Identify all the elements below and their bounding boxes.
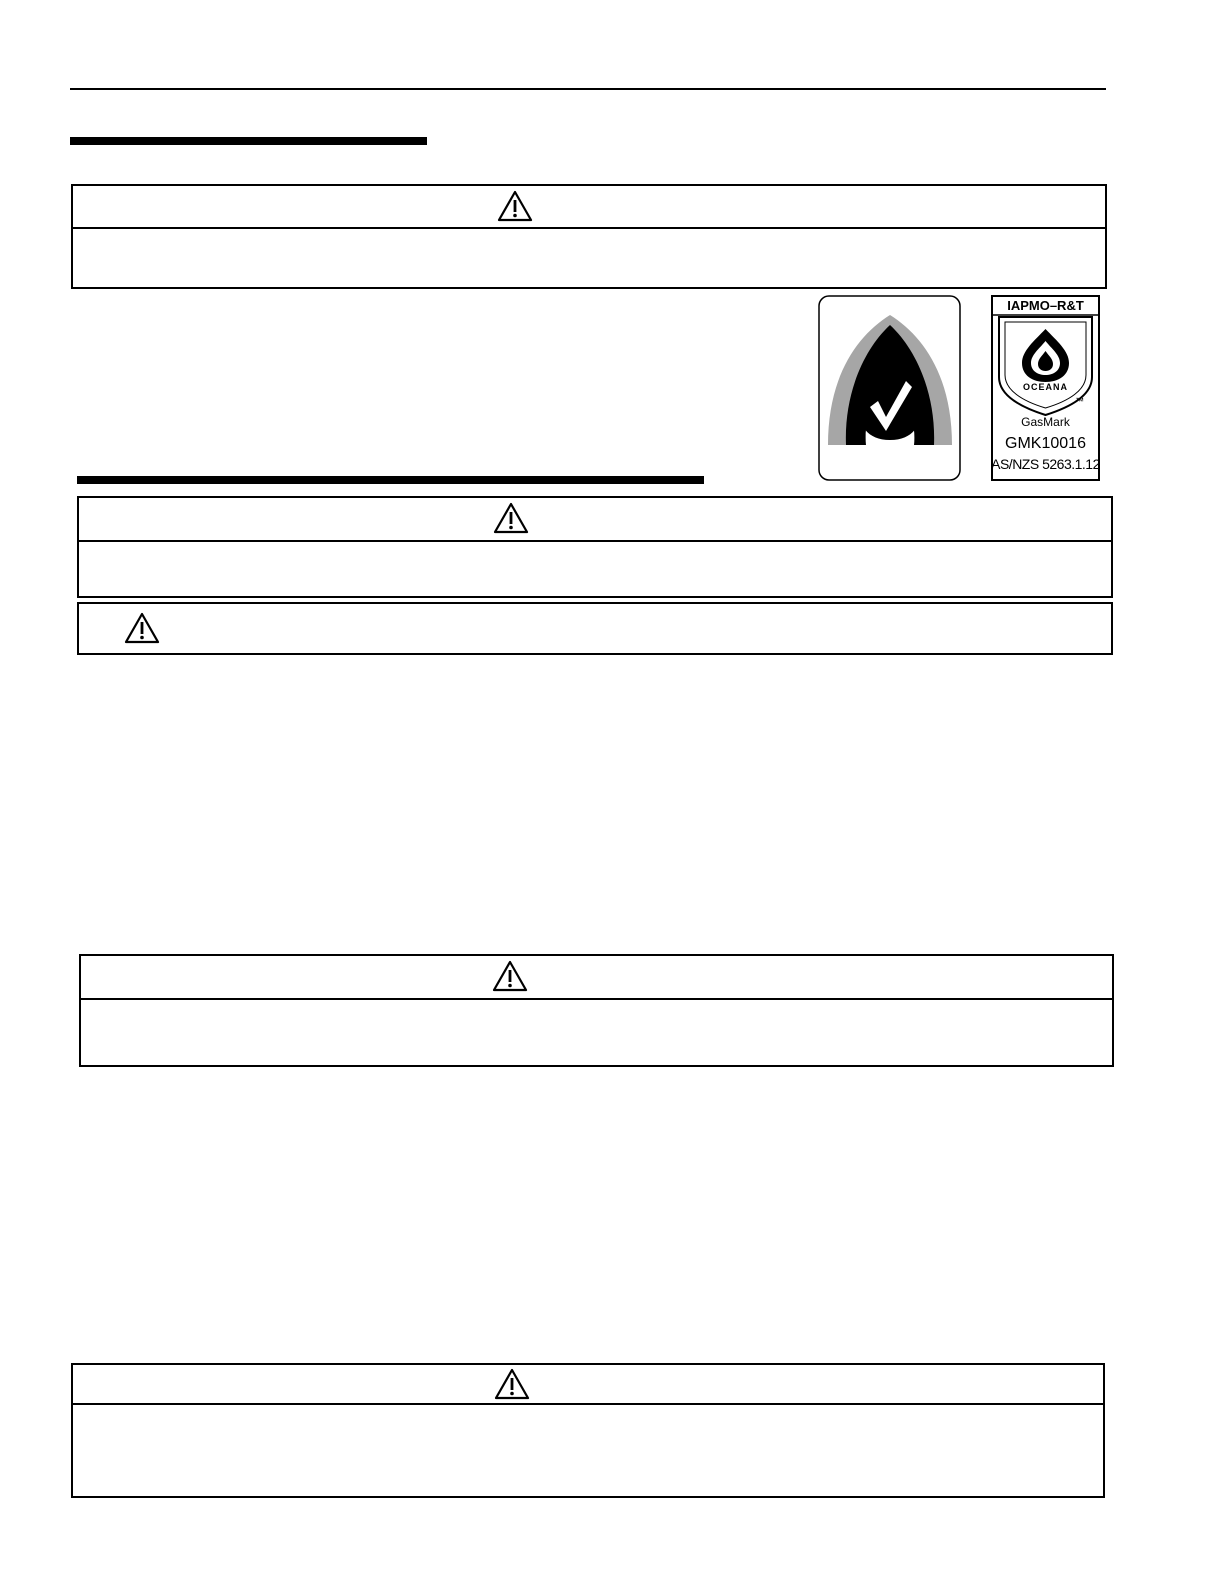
iapmo-brand-text: GasMark — [1021, 415, 1070, 429]
page-top-rule — [70, 88, 1106, 90]
warning-triangle-icon — [494, 1368, 530, 1400]
warning-box-header — [73, 186, 1105, 229]
trademark-symbol: ™ — [1075, 396, 1084, 406]
caution-box — [77, 602, 1113, 655]
warning-box-header — [73, 1365, 1103, 1405]
warning-box — [79, 954, 1114, 1067]
warning-box-header — [79, 498, 1111, 542]
iapmo-header-text: IAPMO–R&T — [1007, 298, 1084, 313]
iapmo-shield-label: OCEANA — [1022, 382, 1068, 392]
warning-box — [71, 1363, 1105, 1498]
warning-triangle-icon — [493, 502, 529, 534]
section-heading-bar — [77, 476, 704, 484]
warning-box — [77, 496, 1113, 598]
warning-triangle-icon — [492, 960, 528, 992]
flame-checkmark-certification-logo — [818, 295, 961, 481]
iapmo-licence-number: GMK10016 — [1005, 435, 1086, 452]
warning-triangle-icon — [124, 612, 160, 644]
warning-box-header — [81, 956, 1112, 1000]
iapmo-standard-text: AS/NZS 5263.1.12 — [991, 456, 1100, 472]
warning-box — [71, 184, 1107, 289]
warning-triangle-icon — [497, 190, 533, 222]
section-heading-bar — [70, 137, 427, 145]
iapmo-gasmark-logo — [991, 295, 1100, 481]
